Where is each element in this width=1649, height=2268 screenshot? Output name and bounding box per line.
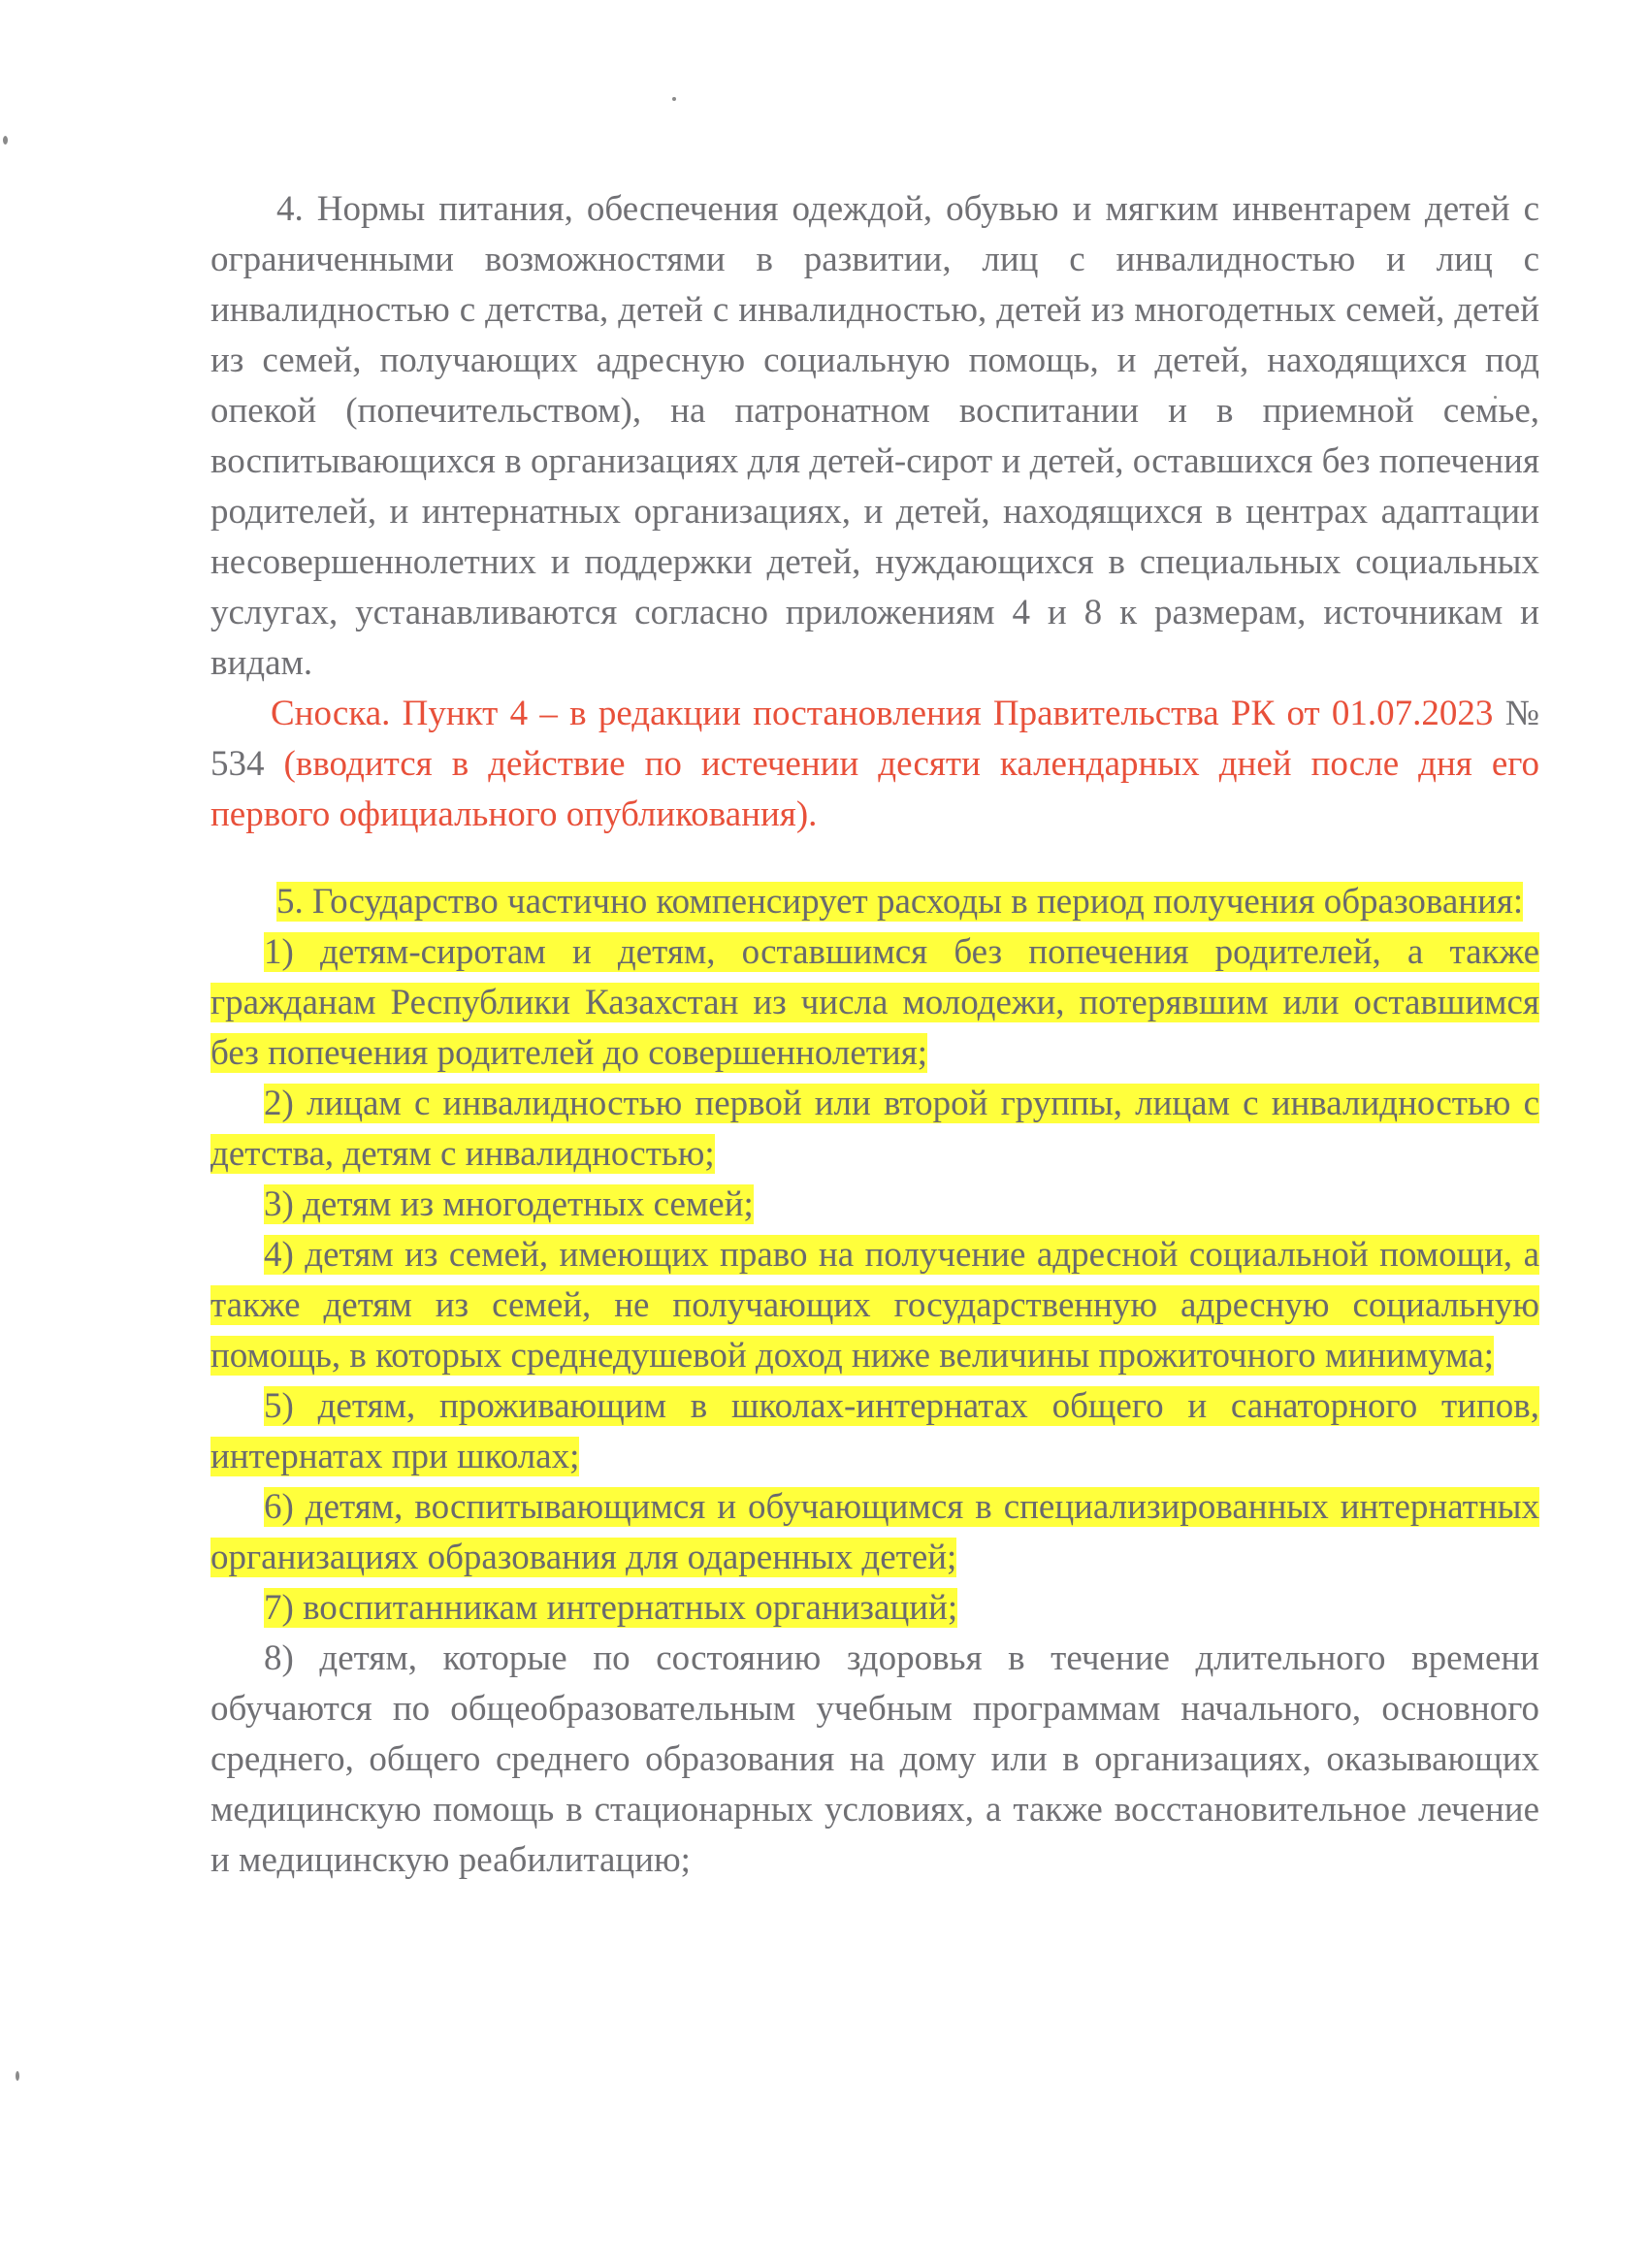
list-item-7 bbox=[210, 1583, 1539, 1634]
list-item-3 bbox=[210, 1180, 1539, 1230]
list-item-text: 3) детям из многодетных семей; bbox=[264, 1184, 754, 1224]
list-item-text: 5) детям, проживающим в школах-интернатах общего и санаторного типов, интернатах при школах; bbox=[210, 1386, 1539, 1476]
document-page bbox=[210, 184, 1539, 1886]
list-item-5 bbox=[210, 1381, 1539, 1482]
paragraph-4: 4. Нормы питания, обеспечения одеждой, обувью и мягким инвентарем детей с ограниченными возможностями в развитии, лиц с инвалидностью и лиц с инвалидностью с детства, детей с инвалидностью, детей из многодетных семей, детей из семей, получающих адресную социальную помощь, и детей, находящихся под опекой (попечительством), на патронатном воспитании и в приемной семье, воспитывающихся в организациях для детей-сирот и детей, оставшихся без попечения родителей, и интернатных организациях, и детей, находящихся в центрах адаптации несовершеннолетних и поддержки детей, нуждающихся в специальных социальных услугах, устанавливаются согласно приложениям 4 и 8 к размерам, источникам и видам. bbox=[210, 189, 1539, 683]
resolution-number: № 534 bbox=[210, 694, 1539, 784]
footnote-text: Сноска. Пункт 4 – в редакции постановления Правительства РК от 01.07.2023 bbox=[271, 694, 1494, 733]
paragraph-5 bbox=[210, 877, 1539, 927]
list-item-text: 1) детям-сиротам и детям, оставшимся без попечения родителей, а также гражданам Республики Казахстан из числа молодежи, потерявшим или оставшимся без попечения родителей до совершеннолетия; bbox=[210, 932, 1539, 1073]
scan-speck bbox=[16, 2071, 19, 2081]
footnote-effective-date: (вводится в действие по истечении десяти календарных дней после дня его первого официального опубликования). bbox=[210, 744, 1540, 834]
list-item-8: 8) детям, которые по состоянию здоровья в течение длительного времени обучаются по общеобразовательным учебным программам начального, основного среднего, общего среднего образования на дому или в организациях, оказывающих медицинскую помощь в стационарных условиях, а также восстановительное лечение и медицинскую реабилитацию; bbox=[210, 1638, 1539, 1880]
section-gap bbox=[210, 840, 1539, 877]
scan-speck bbox=[672, 97, 676, 101]
scan-speck bbox=[3, 136, 8, 145]
list-item-6 bbox=[210, 1482, 1539, 1583]
list-item-4 bbox=[210, 1230, 1539, 1381]
list-item-text: 4) детям из семей, имеющих право на получение адресной социальной помощи, а также детям из семей, не получающих государственную адресную социальную помощь, в которых среднедушевой доход ниже величины прожиточного минимума; bbox=[210, 1235, 1539, 1376]
list-item-2 bbox=[210, 1079, 1539, 1180]
list-item-text: 2) лицам с инвалидностью первой или второй группы, лицам с инвалидностью с детства, детям с инвалидностью; bbox=[210, 1084, 1539, 1174]
footnote bbox=[210, 689, 1539, 840]
list-item-text: 6) детям, воспитывающимся и обучающимся в специализированных интернатных организациях образования для одаренных детей; bbox=[210, 1487, 1539, 1577]
list-item-1 bbox=[210, 927, 1539, 1079]
paragraph-5-text: 5. Государство частично компенсирует расходы в период получения образования: bbox=[276, 882, 1524, 922]
list-item-text: 7) воспитанникам интернатных организаций; bbox=[264, 1588, 958, 1628]
